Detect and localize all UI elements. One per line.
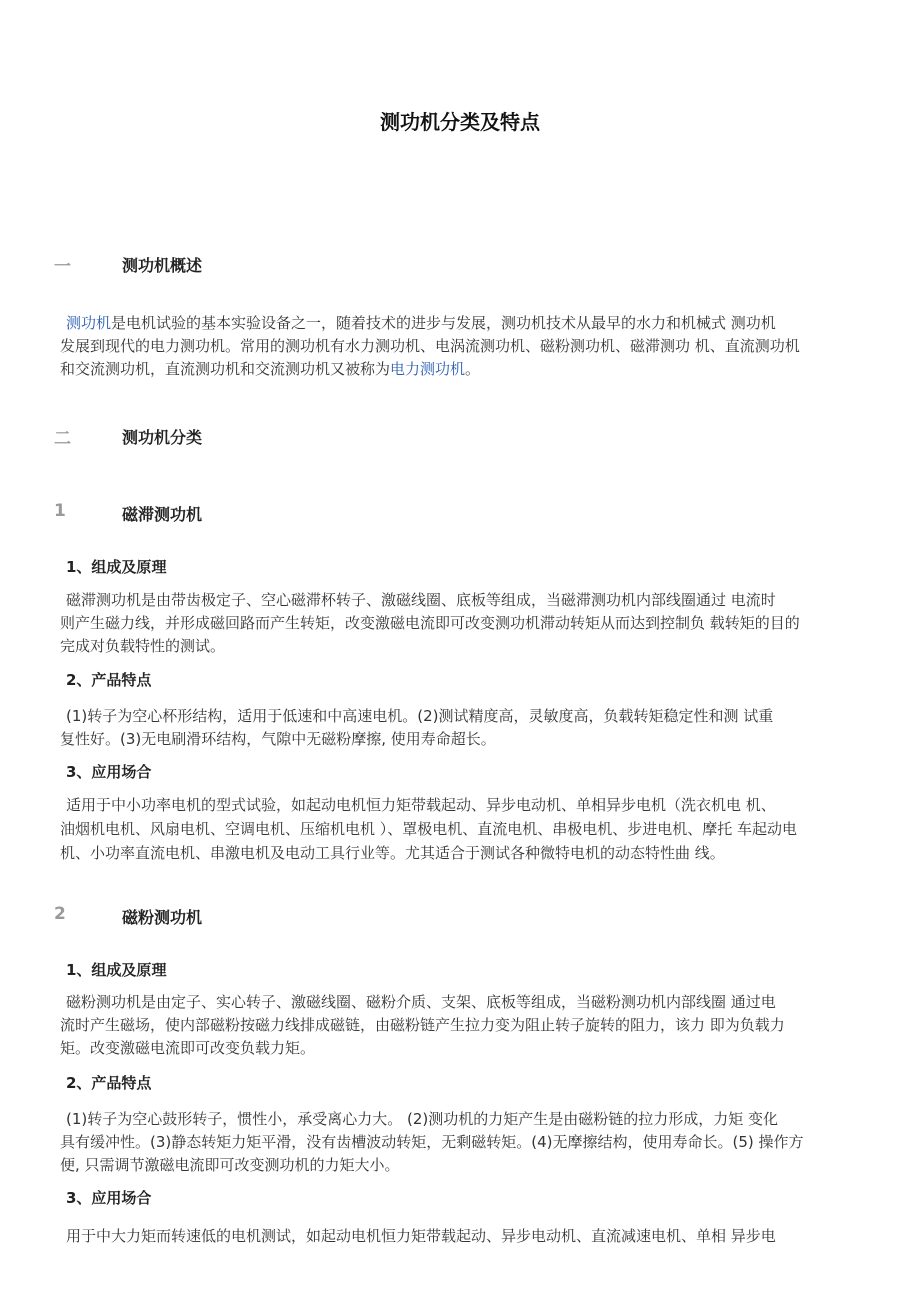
section-number: 一 [54,257,71,277]
sub-heading: 3、应用场合 [66,763,152,781]
paragraph-line: 复性好。(3)无电刷滑环结构，气隙中无磁粉摩擦, 使用寿命超长。 [60,730,496,748]
subsection-number: 2 [54,904,66,924]
paragraph-line: 具有缓冲性。(3)静态转矩力矩平滑，没有齿槽波动转矩，无剩磁转矩。(4)无摩擦结构，使用寿命长。(5) 操作方 [60,1133,804,1151]
section-heading: 测功机分类 [122,428,203,447]
sub-heading: 1、组成及原理 [66,558,167,576]
link-dynamometer[interactable]: 测功机 [66,314,112,332]
paragraph-line: 用于中大力矩而转速低的电机测试，如起动电机恒力矩带载起动、异步电动机、直流减速电机、单相 异步电 [66,1227,776,1245]
paragraph-line: 完成对负载特性的测试。 [60,637,226,655]
paragraph-line: 机、小功率直流电机、串激电机及电动工具行业等。尤其适合于测试各种微特电机的动态特性曲 线。 [60,844,725,862]
sub-heading: 3、应用场合 [66,1189,152,1207]
paragraph-line: (1)转子为空心鼓形转子，惯性小，承受离心力大。 (2)测功机的力矩产生是由磁粉链的拉力形成，力矩 变化 [66,1110,779,1128]
paragraph-line: 磁粉测功机是由定子、实心转子、激磁线圈、磁粉介质、支架、底板等组成，当磁粉测功机内部线圈 通过电 [66,993,776,1011]
section-number: 二 [54,429,71,449]
section-heading: 测功机概述 [122,256,203,275]
paragraph-line: 便, 只需调节激磁电流即可改变测功机的力矩大小。 [60,1156,400,1174]
link-electric-dynamometer[interactable]: 电力测功机 [390,360,466,378]
paragraph-line [66,312,776,333]
paragraph-line: 发展到现代的电力测功机。常用的测功机有水力测功机、电涡流测功机、磁粉测功机、磁滞测功 机、直流测功机 [60,337,800,355]
sub-heading: 2、产品特点 [66,1074,152,1092]
paragraph-line: 流时产生磁场，使内部磁粉按磁力线排成磁链，由磁粉链产生拉力变为阻止转子旋转的阻力，该力 即为负载力 [60,1016,785,1034]
document-title: 测功机分类及特点 [380,110,540,134]
paragraph-line: 适用于中小功率电机的型式试验，如起动电机恒力矩带载起动、异步电动机、单相异步电机（洗衣机电 机、 [66,796,776,814]
text: 是电机试验的基本实验设备之一，随着技术的进步与发展，测功机技术从最早的水力和机械式 测功机 [111,314,776,332]
sub-heading: 1、组成及原理 [66,961,167,979]
paragraph-line: 则产生磁力线，并形成磁回路而产生转矩，改变激磁电流即可改变测功机滞动转矩从而达到控制负 载转矩的目的 [60,614,800,632]
subsection-heading: 磁滞测功机 [122,505,203,524]
paragraph-line: (1)转子为空心杯形结构，适用于低速和中高速电机。(2)测试精度高，灵敏度高，负载转矩稳定性和测 试重 [66,707,774,725]
paragraph-line: 油烟机电机、风扇电机、空调电机、压缩机电机 ）、罩极电机、直流电机、串极电机、步进电机、摩托 车起动电 [60,820,798,838]
sub-heading: 2、产品特点 [66,671,152,689]
text: 。 [465,360,481,378]
paragraph-line [60,358,480,379]
text: 和交流测功机，直流测功机和交流测功机又被称为 [60,360,391,378]
paragraph-line: 矩。改变激磁电流即可改变负载力矩。 [60,1039,316,1057]
subsection-number: 1 [54,501,66,521]
subsection-heading: 磁粉测功机 [122,908,203,927]
paragraph-line: 磁滞测功机是由带齿极定子、空心磁滞杯转子、激磁线圈、底板等组成，当磁滞测功机内部线圈通过 电流时 [66,591,776,609]
